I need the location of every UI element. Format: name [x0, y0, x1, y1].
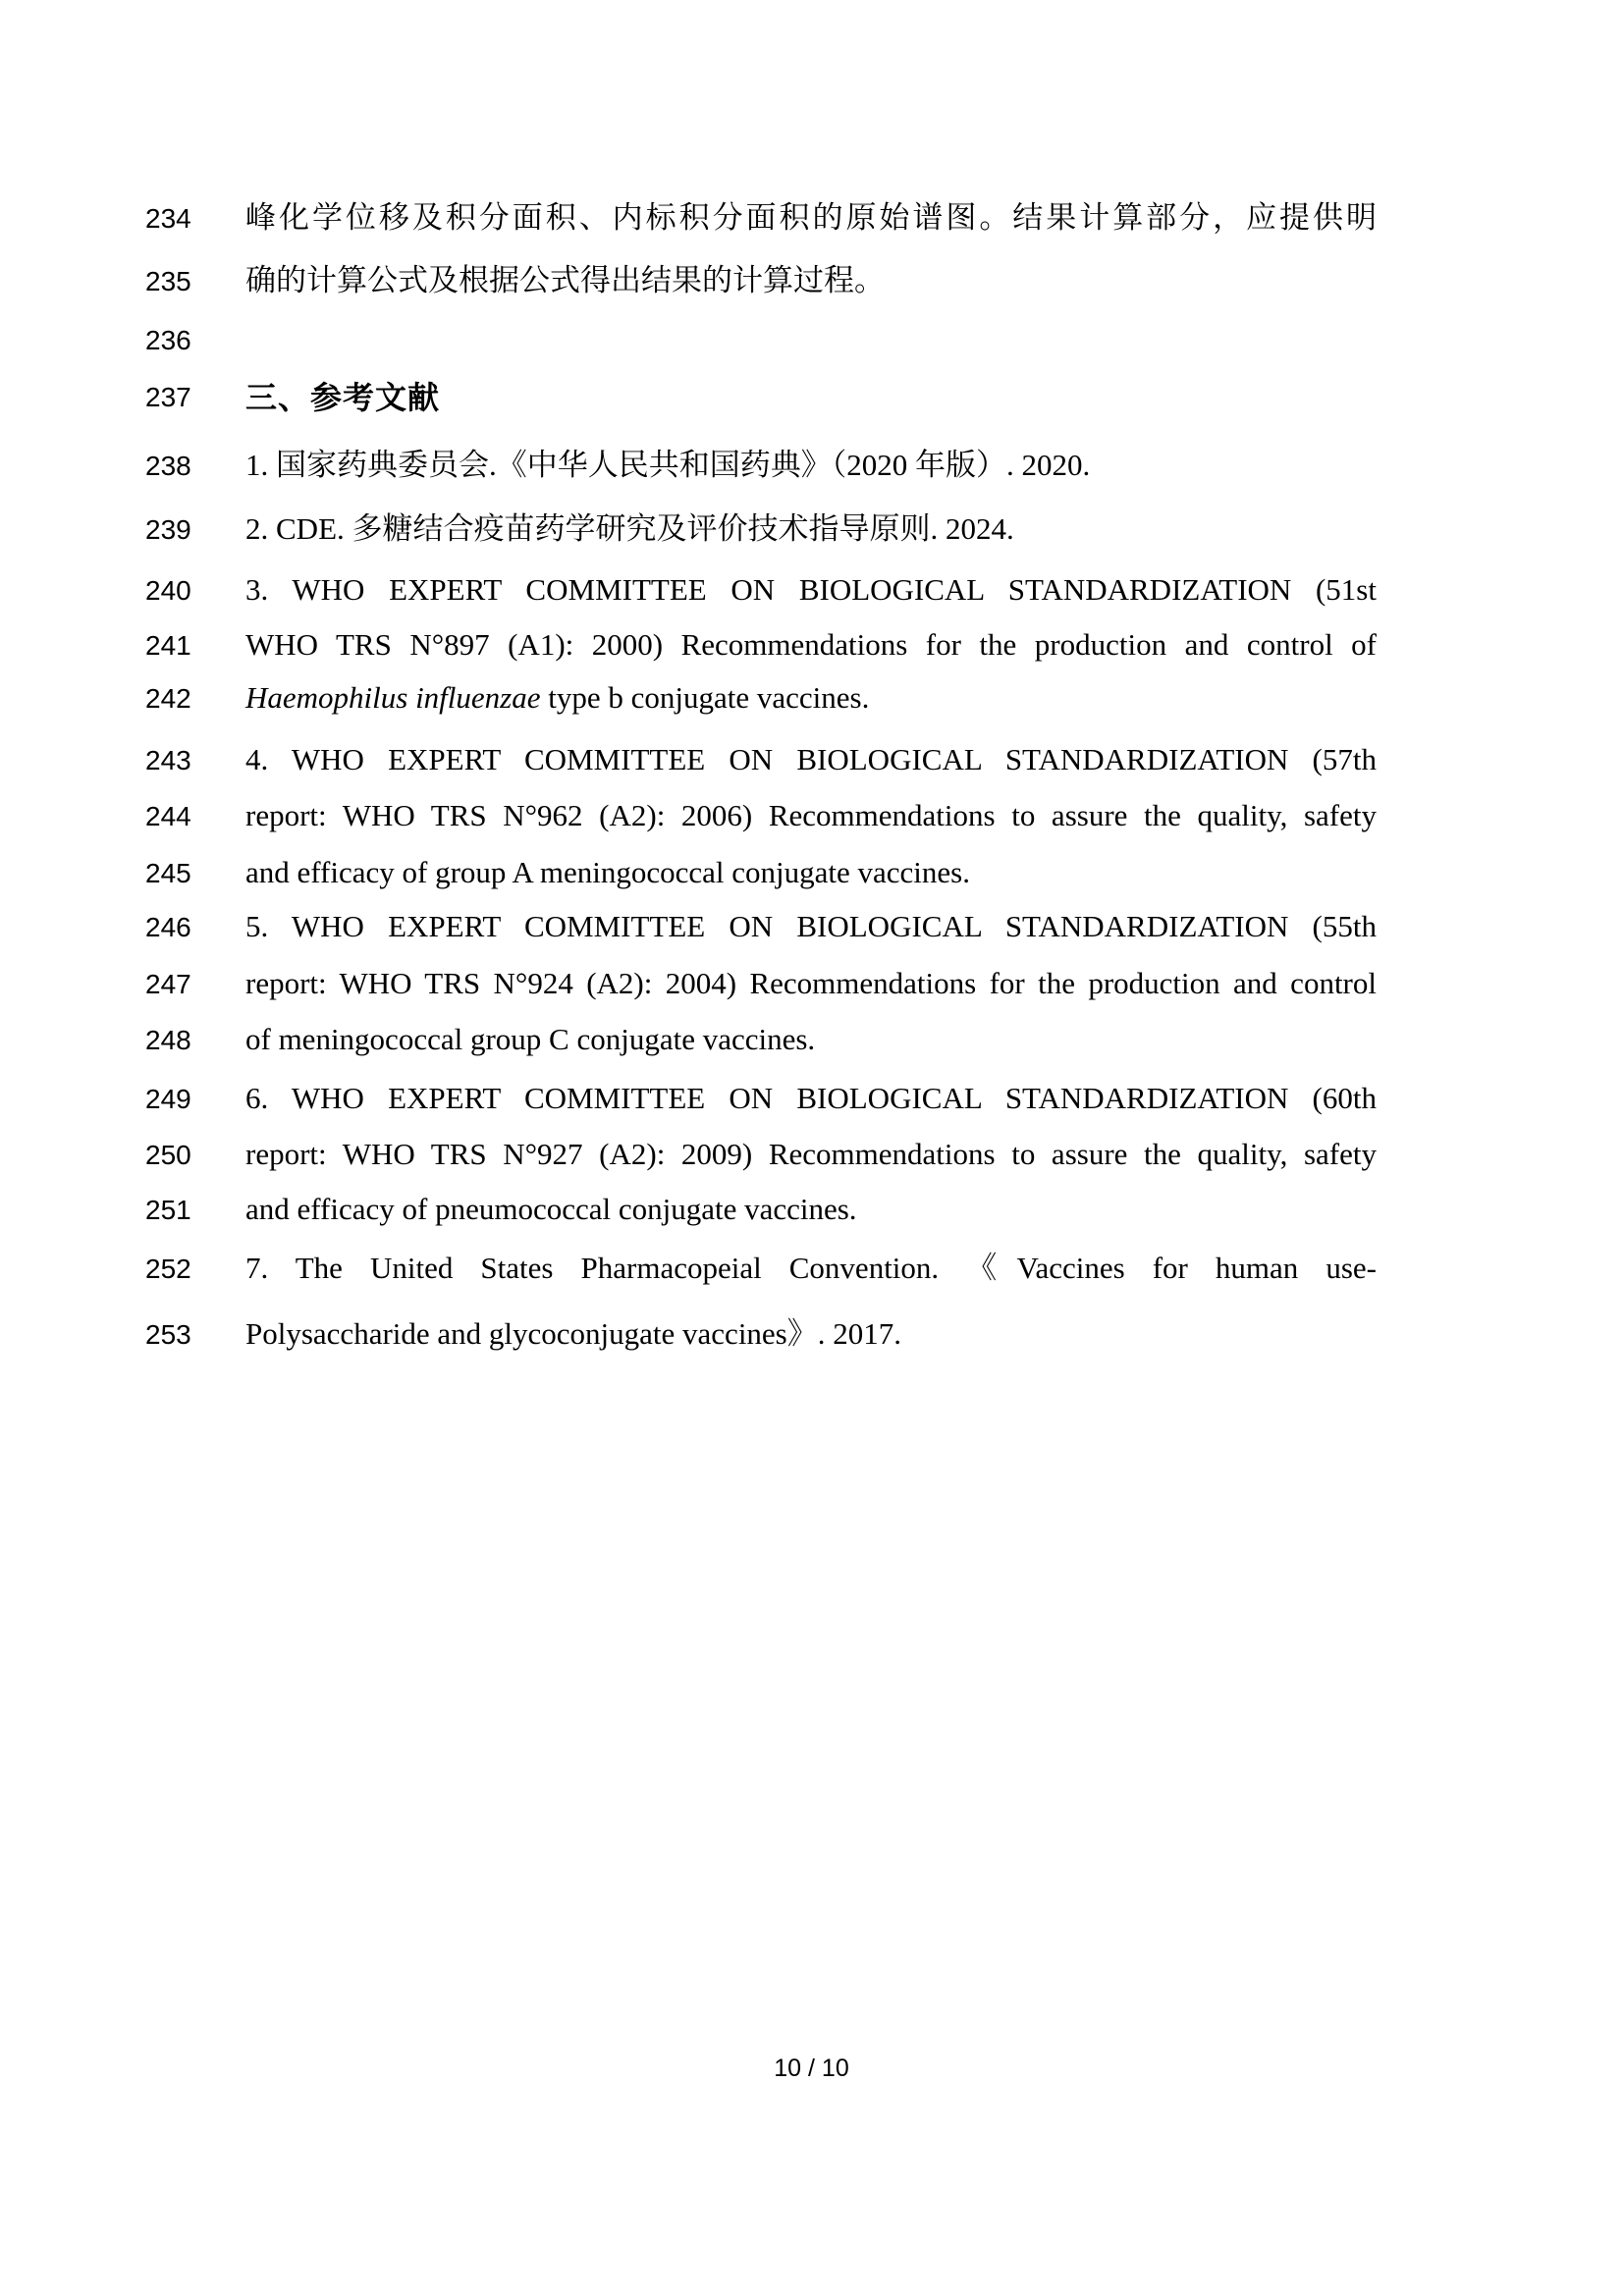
document-line	[0, 1315, 1623, 1359]
line-number: 251	[145, 1195, 191, 1225]
document-line	[0, 321, 1623, 364]
line-number: 240	[145, 575, 191, 606]
reference-text: 6. WHO EXPERT COMMITTEE ON BIOLOGICAL STANDARDIZATION (60th	[245, 1081, 1377, 1115]
reference-text: of meningococcal group C conjugate vaccines.	[245, 1022, 816, 1056]
reference-text: 1. 国家药典委员会.《中华人民共和国药典》（2020 年版）. 2020.	[245, 448, 1091, 482]
document-line	[0, 1250, 1623, 1293]
line-number: 247	[145, 969, 191, 999]
line-number: 243	[145, 745, 191, 775]
line-number: 234	[145, 203, 191, 234]
reference-text	[245, 679, 1377, 718]
reference-text: and efficacy of group A meningococcal conjugate vaccines.	[245, 855, 970, 889]
document-line	[0, 1136, 1623, 1179]
line-number: 253	[145, 1319, 191, 1350]
line-number: 248	[145, 1025, 191, 1055]
document-line	[0, 571, 1623, 614]
document-line	[0, 908, 1623, 951]
document-line	[0, 965, 1623, 1008]
reference-text: report: WHO TRS N°927 (A2): 2009) Recommendations to assure the quality, safety	[245, 1137, 1377, 1171]
document-line	[0, 854, 1623, 897]
document-line	[0, 626, 1623, 669]
line-text: 峰化学位移及积分面积、内标积分面积的原始谱图。结果计算部分，应提供明	[245, 200, 1377, 235]
line-text: 确的计算公式及根据公式得出结果的计算过程。	[245, 263, 885, 297]
reference-text: and efficacy of pneumococcal conjugate vaccines.	[245, 1192, 857, 1226]
reference-text: report: WHO TRS N°924 (A2): 2004) Recommendations for the production and control	[245, 966, 1377, 1000]
document-line	[0, 447, 1623, 490]
document-line	[0, 1191, 1623, 1234]
document-line	[0, 510, 1623, 554]
reference-text: Polysaccharide and glycoconjugate vaccines》. 2017.	[245, 1316, 901, 1351]
reference-text: 4. WHO EXPERT COMMITTEE ON BIOLOGICAL STANDARDIZATION (57th	[245, 742, 1377, 776]
line-number: 237	[145, 382, 191, 412]
line-number: 244	[145, 801, 191, 831]
line-number: 235	[145, 266, 191, 296]
reference-text: WHO TRS N°897 (A1): 2000) Recommendations for the production and control of	[245, 627, 1377, 662]
line-number: 249	[145, 1084, 191, 1114]
section-heading: 三、参考文献	[245, 380, 441, 415]
reference-text: 5. WHO EXPERT COMMITTEE ON BIOLOGICAL STANDARDIZATION (55th	[245, 909, 1377, 943]
line-number: 245	[145, 858, 191, 888]
reference-text: 2. CDE. 多糖结合疫苗药学研究及评价技术指导原则. 2024.	[245, 511, 1014, 546]
document-line	[0, 797, 1623, 840]
line-number: 242	[145, 683, 191, 714]
line-number: 241	[145, 630, 191, 661]
page-number-indicator: 10 / 10	[774, 2055, 849, 2082]
document-line	[0, 199, 1623, 242]
reference-text: 7. The United States Pharmacopeial Convention. 《Vaccines for human use-	[245, 1251, 1377, 1285]
reference-text: report: WHO TRS N°962 (A2): 2006) Recommendations to assure the quality, safety	[245, 798, 1377, 832]
document-line	[0, 1080, 1623, 1123]
document-line	[0, 378, 1623, 421]
line-number: 238	[145, 451, 191, 481]
reference-text: 3. WHO EXPERT COMMITTEE ON BIOLOGICAL STANDARDIZATION (51st	[245, 572, 1377, 607]
document-line	[0, 741, 1623, 784]
reference-text-rest: type b conjugate vaccines.	[540, 680, 870, 715]
document-line	[0, 679, 1623, 722]
document-line	[0, 262, 1623, 305]
species-name-italic: Haemophilus influenzae	[245, 680, 541, 715]
line-number: 239	[145, 514, 191, 545]
line-number: 246	[145, 912, 191, 942]
line-number: 250	[145, 1140, 191, 1170]
line-number: 236	[145, 325, 191, 355]
document-line	[0, 1021, 1623, 1064]
line-number: 252	[145, 1254, 191, 1284]
